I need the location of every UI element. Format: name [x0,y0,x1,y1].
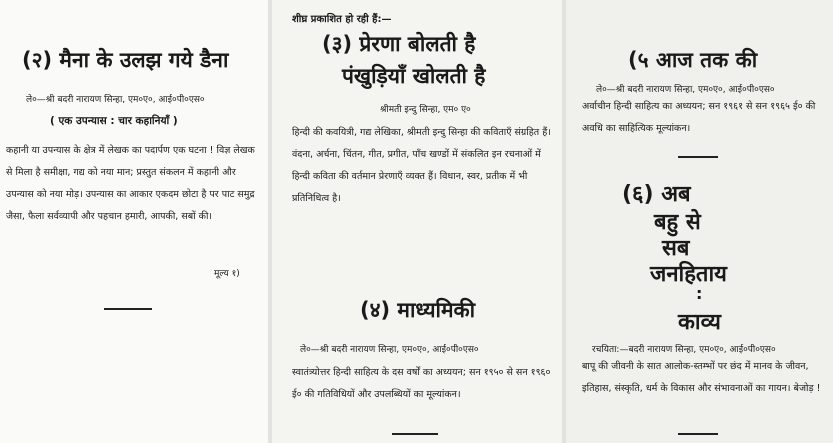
forthcoming-header: शीघ्र प्रकाशित हो रही हैं:— [292,14,392,25]
left-column [0,0,268,443]
divider [678,156,718,158]
book-description-3: हिन्दी की कवयित्री, गद्य लेखिका, श्रीमती इन्दु सिन्हा की कविताएँ संग्रहित हैं। वंदना, अर्चना, चिंतन, गीत, प्रगीत, पाँच खण्डों में संकलित इन रचनाओं में हिन्दी कविता की वर्तमान प्रेरणाएँ व्यक्त हैं। विधान, स्वर, प्रतीक में भी प्रतिनिधित्व है। [292,127,551,204]
book-author-5: ले०—श्री बदरी नारायण सिन्हा, एम०ए०, आई०पी०एस० [596,85,775,95]
book-description-5: अर्वाचीन हिन्दी साहित्य का अध्ययन; सन १९६१ से सन १९६५ ई० की अवधि का साहित्यिक मूल्यांकन। [582,101,816,134]
book-title-4: (४) माध्यमिकी [360,298,476,322]
book-author-6: रचयिता:—बदरी नारायण सिन्हा, एम०ए०, आई०पी०एस० [592,345,776,355]
right-column [566,0,833,443]
divider [104,308,152,310]
book-description-4: स्वातंत्र्योत्तर हिन्दी साहित्य के दस वर्षों का अध्ययन; सन १९५० से सन १९६० ई० की गतिविधियों और उपलब्धियों का मूल्यांकन। [292,367,551,400]
book-author-3: श्रीमती इन्दु सिन्हा, एम० ए० [380,105,471,115]
book-title-3-line2: पंखुड़ियाँ खोलती है [342,64,486,88]
book-title-5: (५ आज तक की [628,48,758,72]
book-title-6-line5: काव्य [678,310,721,335]
book-title-6-colon: : [696,284,703,303]
middle-column [272,0,562,443]
book-title-3-line1: (३) प्रेरणा बोलती है [322,32,476,56]
book-title-6-line1: (६) अब [622,182,691,207]
book-subtitle-2: ( एक उपन्यास : चार कहानियाँ ) [50,115,178,127]
divider [392,433,438,435]
book-title-6-line4: जनहिताय [650,262,727,287]
book-author-2: ले०—श्री बदरी नारायण सिन्हा, एम०ए०, आई०पी०एस० [26,95,205,105]
book-author-4: ले०—श्री बदरी नारायण सिन्हा, एम०ए०, आई०पी०एस० [300,345,479,355]
book-description-6: बापू की जीवनी के सात आलोक-स्तम्भों पर छंद में मानव के जीवन, इतिहास, संस्कृति, धर्म के विकास और संभावनाओं का गायन। बेजोड़ ! [582,361,821,394]
book-title-2: (२) मैना के उलझ गये डैना [22,48,229,72]
book-price-2: मूल्य १) [214,269,240,279]
book-description-2: कहानी या उपन्यास के क्षेत्र में लेखक का पदार्पण एक घटना ! विज्ञ लेखक से मिला है समीक्षा, गद्य को नया मान; प्रस्तुत संकलन में कहानी और उपन्यास को नया मोड़। उपन्यास का आकार एकदम छोटा है पर पाट समुद्र जैसा, फैला सर्वव्यापी और पहचान हमारी, आपकी, सबों की। [6,145,255,222]
book-title-6-line2: बहु से [654,210,701,235]
divider [678,433,718,435]
book-title-6-line3: सब [662,236,690,261]
